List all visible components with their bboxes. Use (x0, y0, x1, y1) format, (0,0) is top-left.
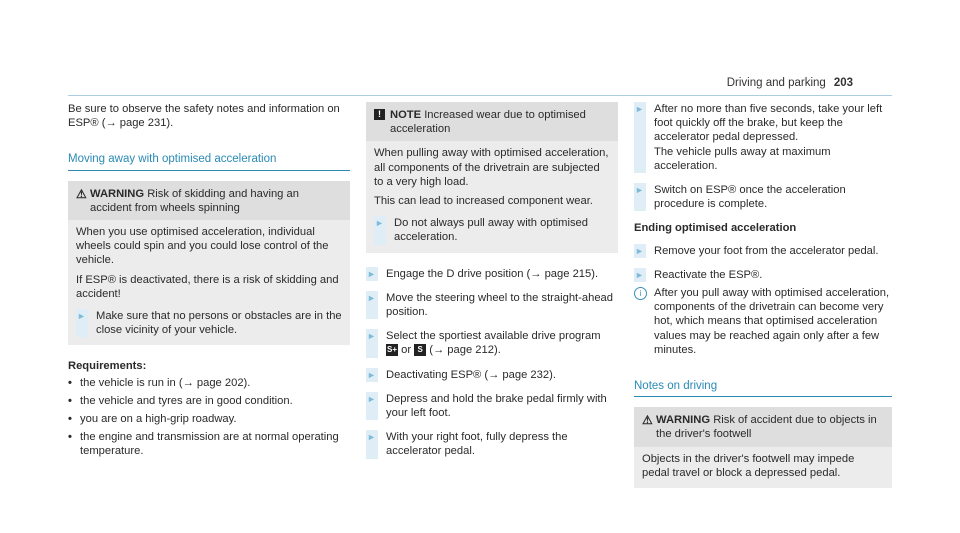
warning-step-text: Make sure that no persons or obstacles are in the close vicinity of your vehicle. (96, 310, 342, 337)
info-note: i After you pull away with optimised acceleration, components of the drivetrain can become very hot, which means that optimised acceleration values may be reached again only after a few minutes. (634, 286, 892, 357)
note-body-p2: This can lead to increased component wear. (374, 195, 593, 208)
step-engage-d: ► Engage the D drive position (→ page 215). (367, 267, 599, 280)
warning-body-p2: If ESP® is deactivated, there is a risk of skidding and accident! (76, 273, 339, 300)
header-rule (68, 95, 892, 96)
note-body (366, 141, 618, 252)
column-3 (634, 102, 892, 488)
list-item: • the vehicle and tyres are in good condition. (68, 394, 293, 407)
column-1 (68, 102, 350, 463)
section-rule (634, 396, 892, 397)
warning-label: WARNING (656, 414, 711, 427)
step-remove-foot: ► Remove your foot from the accelerator pedal. (635, 244, 879, 257)
step-arrow-icon: ► (367, 268, 376, 279)
warning-body (68, 220, 350, 345)
step-arrow-icon: ► (635, 245, 644, 256)
note-step-text: Do not always pull away with optimised acceleration. (394, 217, 589, 244)
step-arrow-icon: ► (367, 331, 376, 342)
warning-box-footwell (634, 407, 892, 488)
header-section: Driving and parking (726, 77, 826, 89)
warning-head (634, 407, 892, 446)
step-accelerator: ► With your right foot, fully depress the accelerator pedal. (367, 431, 568, 458)
step-release-brake: ► After no more than five seconds, take your left foot quickly off the brake, but keep the accelerator pedal depressed. The vehicle pulls away at maximum acceleration. (635, 103, 883, 172)
step-switch-on-esp: ► Switch on ESP® once the acceleration procedure is complete. (635, 184, 846, 211)
step-arrow-icon: ► (367, 393, 376, 404)
warning-head (68, 181, 350, 220)
section-rule (68, 170, 350, 171)
requirements-label: Requirements: (68, 360, 147, 373)
warning-box-skidding (68, 181, 350, 346)
warning-triangle-icon: ⚠ (642, 413, 653, 428)
warning-body (634, 447, 892, 488)
warning-step (76, 309, 342, 337)
warning-head-text: Risk of accident due to objects in the driver's footwell (656, 414, 877, 441)
warning-triangle-icon: ⚠ (76, 186, 87, 201)
step-arrow-icon: ► (77, 311, 86, 322)
list-item: • you are on a high-grip roadway. (68, 413, 237, 426)
step-steering-wheel: ► Move the steering wheel to the straight-ahead position. (367, 291, 613, 319)
section-title-notes-driving: Notes on driving (634, 380, 718, 393)
step-arrow-icon: ► (635, 104, 644, 114)
step-arrow-icon: ► (375, 218, 384, 229)
section-title-moving-away: Moving away with optimised acceleration (68, 153, 277, 166)
warning-body-text: Objects in the driver's footwell may impede pedal travel or block a depressed pedal. (642, 452, 855, 479)
note-label: NOTE (390, 109, 422, 121)
s-key-icon: S (414, 344, 426, 356)
intro-text: Be sure to observe the safety notes and information on ESP® (→ page 231). (68, 103, 340, 130)
step-arrow-icon: ► (367, 369, 376, 380)
note-body-p1: When pulling away with optimised acceleration, all components of the drivetrain are subjected to a very high load. (374, 147, 609, 188)
warning-body-p1: When you use optimised acceleration, individual wheels could spin and you could lose control of the vehicle. (76, 226, 329, 267)
step-arrow-icon: ► (367, 292, 376, 303)
step-bar (374, 216, 386, 244)
note-exclamation-icon: ! (374, 109, 385, 120)
step-deactivate-esp: ► Deactivating ESP® (→ page 232). (367, 368, 556, 381)
step-arrow-icon: ► (635, 269, 644, 280)
warning-head-text: Risk of skidding and having an accident from wheels spinning (90, 187, 299, 214)
step-select-program: ► Select the sportiest available drive program S+ or S (→ page 212). (367, 330, 601, 357)
info-circle-icon: i (634, 287, 647, 300)
note-step (374, 216, 610, 244)
step-reactivate-esp: ► Reactivate the ESP®. (635, 268, 763, 281)
s-plus-key-icon: S+ (387, 345, 398, 355)
note-head-text: Increased wear due to optimised acceleration (390, 109, 586, 136)
step-arrow-icon: ► (367, 432, 376, 443)
list-item: • the engine and transmission are at normal operating temperature. (68, 431, 339, 458)
running-header (727, 76, 853, 90)
step-arrow-icon: ► (635, 185, 644, 196)
column-2 (366, 102, 618, 469)
step-bar (76, 309, 88, 337)
note-box-wear (366, 102, 618, 253)
list-item: • the vehicle is run in (→ page 202). (68, 376, 251, 389)
step-brake-pedal: ► Depress and hold the brake pedal firmly with your left foot. (367, 392, 607, 420)
note-head (366, 102, 618, 141)
requirements-list (68, 376, 350, 459)
warning-label: WARNING (90, 187, 145, 200)
ending-heading: Ending optimised acceleration (634, 222, 797, 235)
page-number: 203 (833, 77, 853, 89)
